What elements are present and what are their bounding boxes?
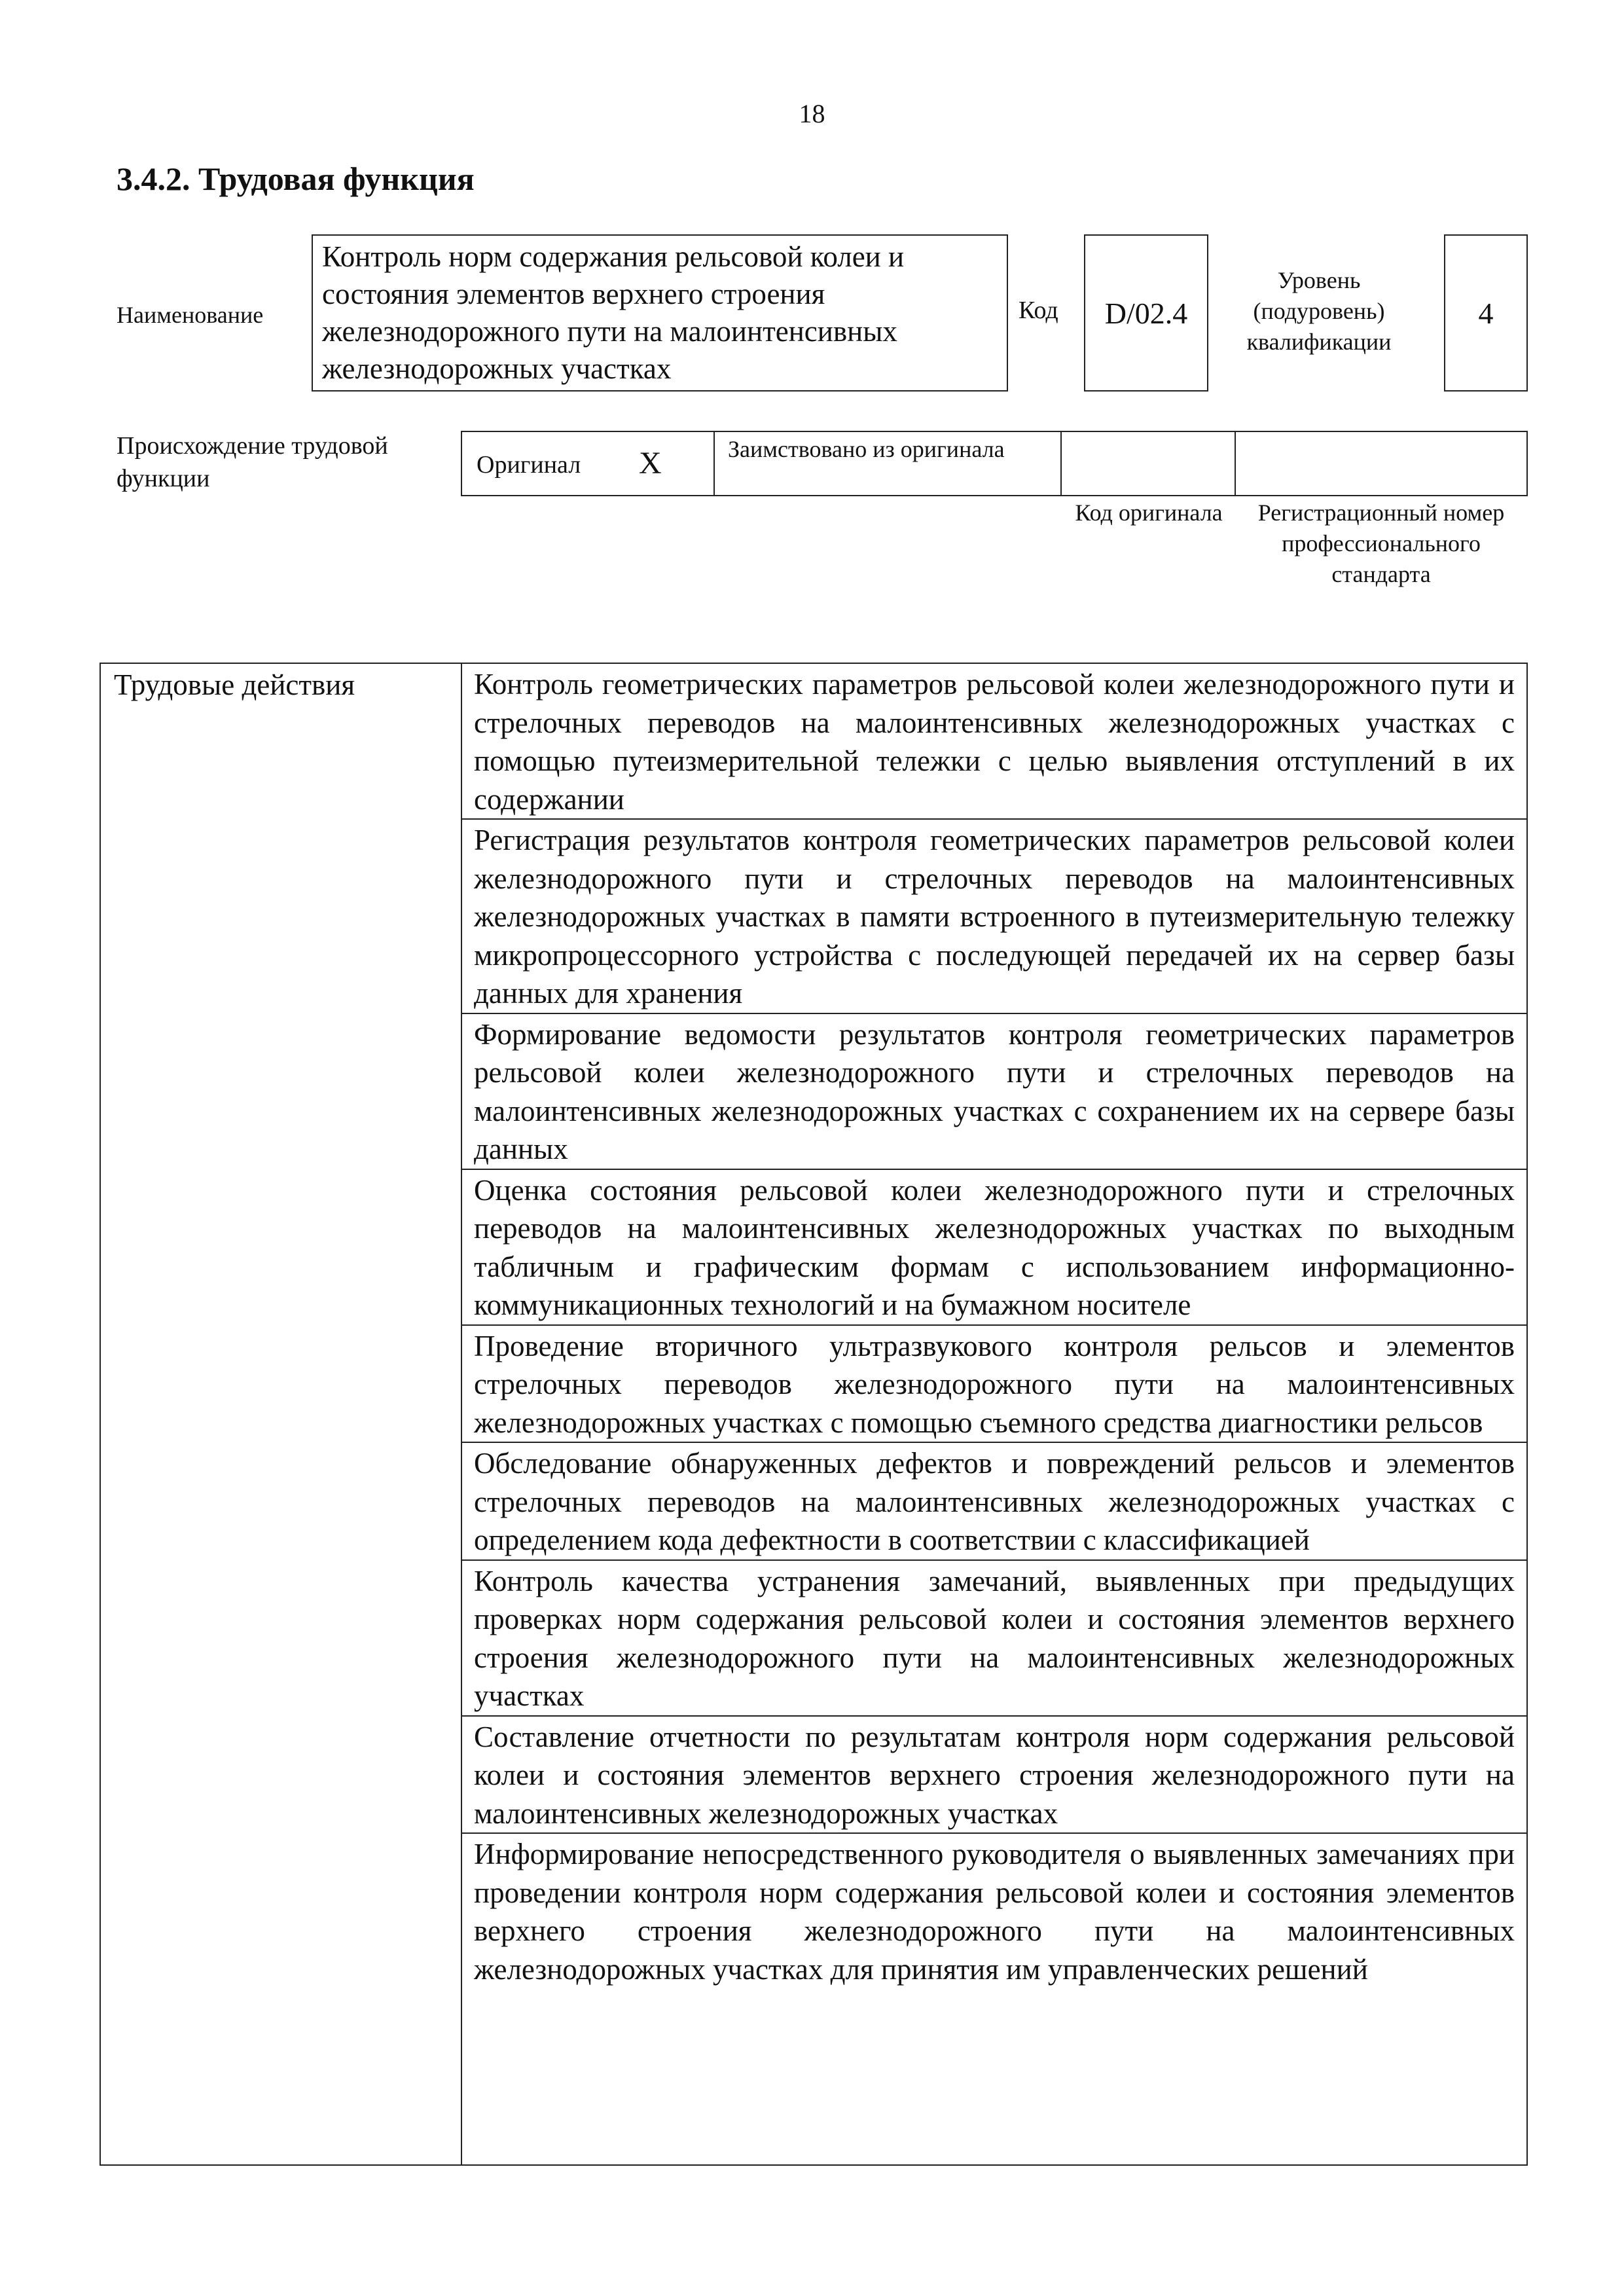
- labor-actions-label-cell: [101, 664, 462, 2164]
- table-row: Информирование непосредственного руководителя о выявленных замечаниях при проведении контроля норм содержания рельсовой колеи и состояния элементов верхнего строения железнодорожного пути на малоинтенсивных железнодорожных участках для принятия им управленческих решений: [474, 1838, 1515, 1986]
- level-value: 4: [1478, 296, 1494, 330]
- table-row: Обследование обнаруженных дефектов и повреждений рельсов и элементов стрелочных переводов на малоинтенсивных железнодорожных участках с определением кода дефектности в соответствии с классификацией: [462, 1443, 1526, 1561]
- level-label: Уровень (подуровень) квалификации: [1246, 267, 1392, 355]
- function-code-box: [1084, 234, 1208, 392]
- origin-row: [461, 431, 1528, 496]
- labor-actions-table: [99, 663, 1528, 2166]
- table-row: Регистрация результатов контроля геометрических параметров рельсовой колеи железнодорожного пути и стрелочных переводов на малоинтенсивных железнодорожных участках в памяти встроенного в путеизмерительную тележку микропроцессорного устройства с последующей передачей их на сервер базы данных для хранения: [462, 820, 1526, 1014]
- reg-number-caption: Регистрационный номер профессионального стандарта: [1257, 500, 1505, 587]
- reg-number-cell: [1236, 432, 1526, 495]
- table-row: Контроль геометрических параметров рельсовой колеи железнодорожного пути и стрелочных переводов на малоинтенсивных железнодорожных участках с помощью путеизмерительной тележки с целью выявления отступлений в их содержании: [462, 664, 1526, 820]
- borrowed-cell: [715, 432, 1062, 495]
- function-code-value: D/02.4: [1104, 296, 1188, 330]
- original-mark: X: [639, 446, 662, 481]
- original-cell: [462, 432, 715, 495]
- function-name-box: Контроль норм содержания рельсовой колеи и состояния элементов верхнего строения железнодорожного пути на малоинтенсивных железнодорожных участках: [312, 234, 1008, 392]
- table-row: Составление отчетности по результатам контроля норм содержания рельсовой колеи и состояния элементов верхнего строения железнодорожного пути на малоинтенсивных железнодорожных участках: [462, 1717, 1526, 1834]
- table-row: Контроль качества устранения замечаний, выявленных при предыдущих проверках норм содержания рельсовой колеи и состояния элементов верхнего строения железнодорожного пути на малоинтенсивных железнодорожных участках: [462, 1561, 1526, 1717]
- table-row: Проведение вторичного ультразвукового контроля рельсов и элементов стрелочных переводов железнодорожного пути на малоинтенсивных железнодорожных участках с помощью съемного средства диагностики рельсов: [462, 1326, 1526, 1444]
- table-row: Оценка состояния рельсовой колеи железнодорожного пути и стрелочных переводов на малоинтенсивных железнодорожных участках по выходным табличным и графическим формам с использованием информационно-коммуникационных технологий и на бумажном носителе: [462, 1170, 1526, 1326]
- table-row: Формирование ведомости результатов контроля геометрических параметров рельсовой колеи железнодорожного пути и стрелочных переводов на малоинтенсивных железнодорожных участках с сохранением их на сервере базы данных: [462, 1014, 1526, 1170]
- labor-actions-list: [462, 664, 1526, 1988]
- code-original-caption: Код оригинала: [1075, 500, 1223, 526]
- level-box: [1444, 234, 1528, 392]
- section-title: 3.4.2. Трудовая функция: [117, 160, 475, 197]
- original-label: Оригинал: [477, 451, 581, 479]
- original-code-cell: [1062, 432, 1236, 495]
- borrowed-label: Заимствовано из оригинала: [728, 436, 1005, 462]
- labor-actions-label: Трудовые действия: [114, 668, 355, 701]
- page-number: 18: [799, 99, 825, 128]
- name-label: Наименование: [117, 302, 264, 328]
- code-label: Код: [1019, 297, 1058, 324]
- origin-label: Происхождение трудовой функции: [117, 432, 388, 492]
